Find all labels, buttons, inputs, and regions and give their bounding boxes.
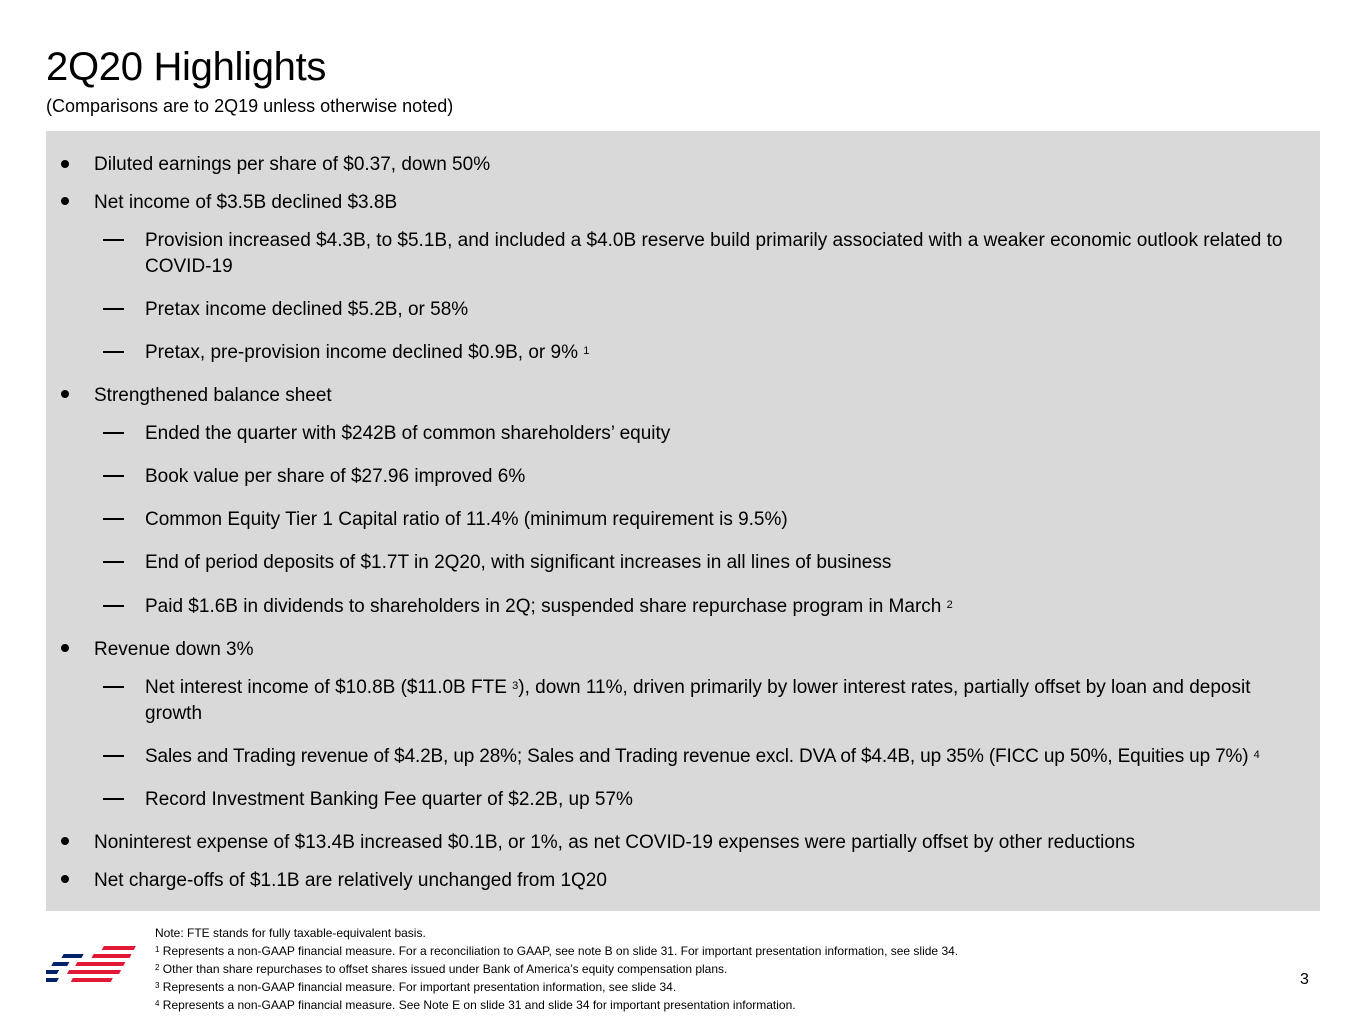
dash-icon [103,239,124,241]
footnote-ref: 4 [1253,749,1260,761]
bullet-net-charge-offs: Net charge-offs of $1.1B are relatively unchanged from 1Q20 [94,870,607,891]
sub-bullet-provision: Provision increased $4.3B, to $5.1B, and included a $4.0B reserve build primarily associated with a weaker economic outlook related to COVID-19 [145,230,1283,277]
bullet-icon [58,834,72,848]
sub-bullet-cet1: Common Equity Tier 1 Capital ratio of 11.4% (minimum requirement is 9.5%) [145,509,788,530]
bullet-icon [58,641,72,655]
bullet-balance-sheet: Strengthened balance sheet [94,385,332,406]
sub-bullet-deposits: End of period deposits of $1.7T in 2Q20, with significant increases in all lines of business [145,552,892,573]
page-number: 3 [1300,971,1309,988]
sub-bullet-text: Pretax, pre-provision income declined $0.9B, or 9% [145,342,579,363]
page-subtitle: (Comparisons are to 2Q19 unless otherwise noted) [46,96,454,116]
page-title: 2Q20 Highlights [46,45,327,89]
footnote-ref: 1 [583,345,590,357]
dash-icon [103,686,124,688]
footnote-3: $^3$ Represents a non-GAAP financial measure. For important presentation information, see slide 34. [155,980,677,994]
dash-icon [103,432,124,434]
bullet-noninterest-expense: Noninterest expense of $13.4B increased $0.1B, or 1%, as net COVID-19 expenses were partially offset by other reductions [94,832,1136,853]
footnote-ref: 3 [512,680,519,692]
bullet-icon [58,387,72,401]
dash-icon [103,518,124,520]
footnote-ref: 2 [946,599,953,611]
dash-icon [103,755,124,757]
sub-bullet-equity: Ended the quarter with $242B of common shareholders’ equity [145,423,671,444]
sub-bullet-text: Sales and Trading revenue of $4.2B, up 28%; Sales and Trading revenue excl. DVA of $4.4B, up 35% (FICC up 50%, Equities up 7%) [145,746,1249,767]
bank-flag-logo-icon [46,942,138,994]
bullet-revenue: Revenue down 3% [94,639,254,660]
dash-icon [103,605,124,607]
dash-icon [103,475,124,477]
bullet-net-income: Net income of $3.5B declined $3.8B [94,192,398,213]
sub-bullet-text: Net interest income of $10.8B ($11.0B FTE [145,677,507,698]
sub-bullet-pretax-pre-provision [145,340,1305,366]
dash-icon [103,798,124,800]
sub-bullet-book-value: Book value per share of $27.96 improved 6% [145,466,526,487]
footnote-1: $^1$ Represents a non-GAAP financial measure. For a reconciliation to GAAP, see note B on slide 31. For important presentation information, see slide 34. [155,944,959,958]
dash-icon [103,351,124,353]
sub-bullet-text: Paid $1.6B in dividends to shareholders in 2Q; suspended share repurchase program in March [145,596,942,617]
footnote-4: $^4$ Represents a non-GAAP financial measure. See Note E on slide 31 and slide 34 for important presentation information. [155,998,796,1012]
sub-bullet-pretax-income: Pretax income declined $5.2B, or 58% [145,299,469,320]
sub-bullet-dividends [145,594,1305,620]
footnote-2: $^2$ Other than share repurchases to offset shares issued under Bank of America’s equity compensation plans. [155,962,728,976]
bullet-icon [58,157,72,171]
sub-bullet-sales-trading [145,744,1315,770]
bullet-icon [58,194,72,208]
dash-icon [103,308,124,310]
bullet-icon [58,872,72,886]
dash-icon [103,561,124,563]
bullet-eps: Diluted earnings per share of $0.37, down 50% [94,154,491,175]
footnotes [155,924,958,1014]
sub-bullet-text-cont: ), down 11%, driven primarily by lower interest rates, partially offset by loan and deposit growth [145,677,1251,724]
sub-bullet-net-interest-income [145,675,1305,727]
sub-bullet-investment-banking: Record Investment Banking Fee quarter of $2.2B, up 57% [145,789,633,810]
footnote-note: Note: FTE stands for fully taxable-equivalent basis. [155,926,426,940]
